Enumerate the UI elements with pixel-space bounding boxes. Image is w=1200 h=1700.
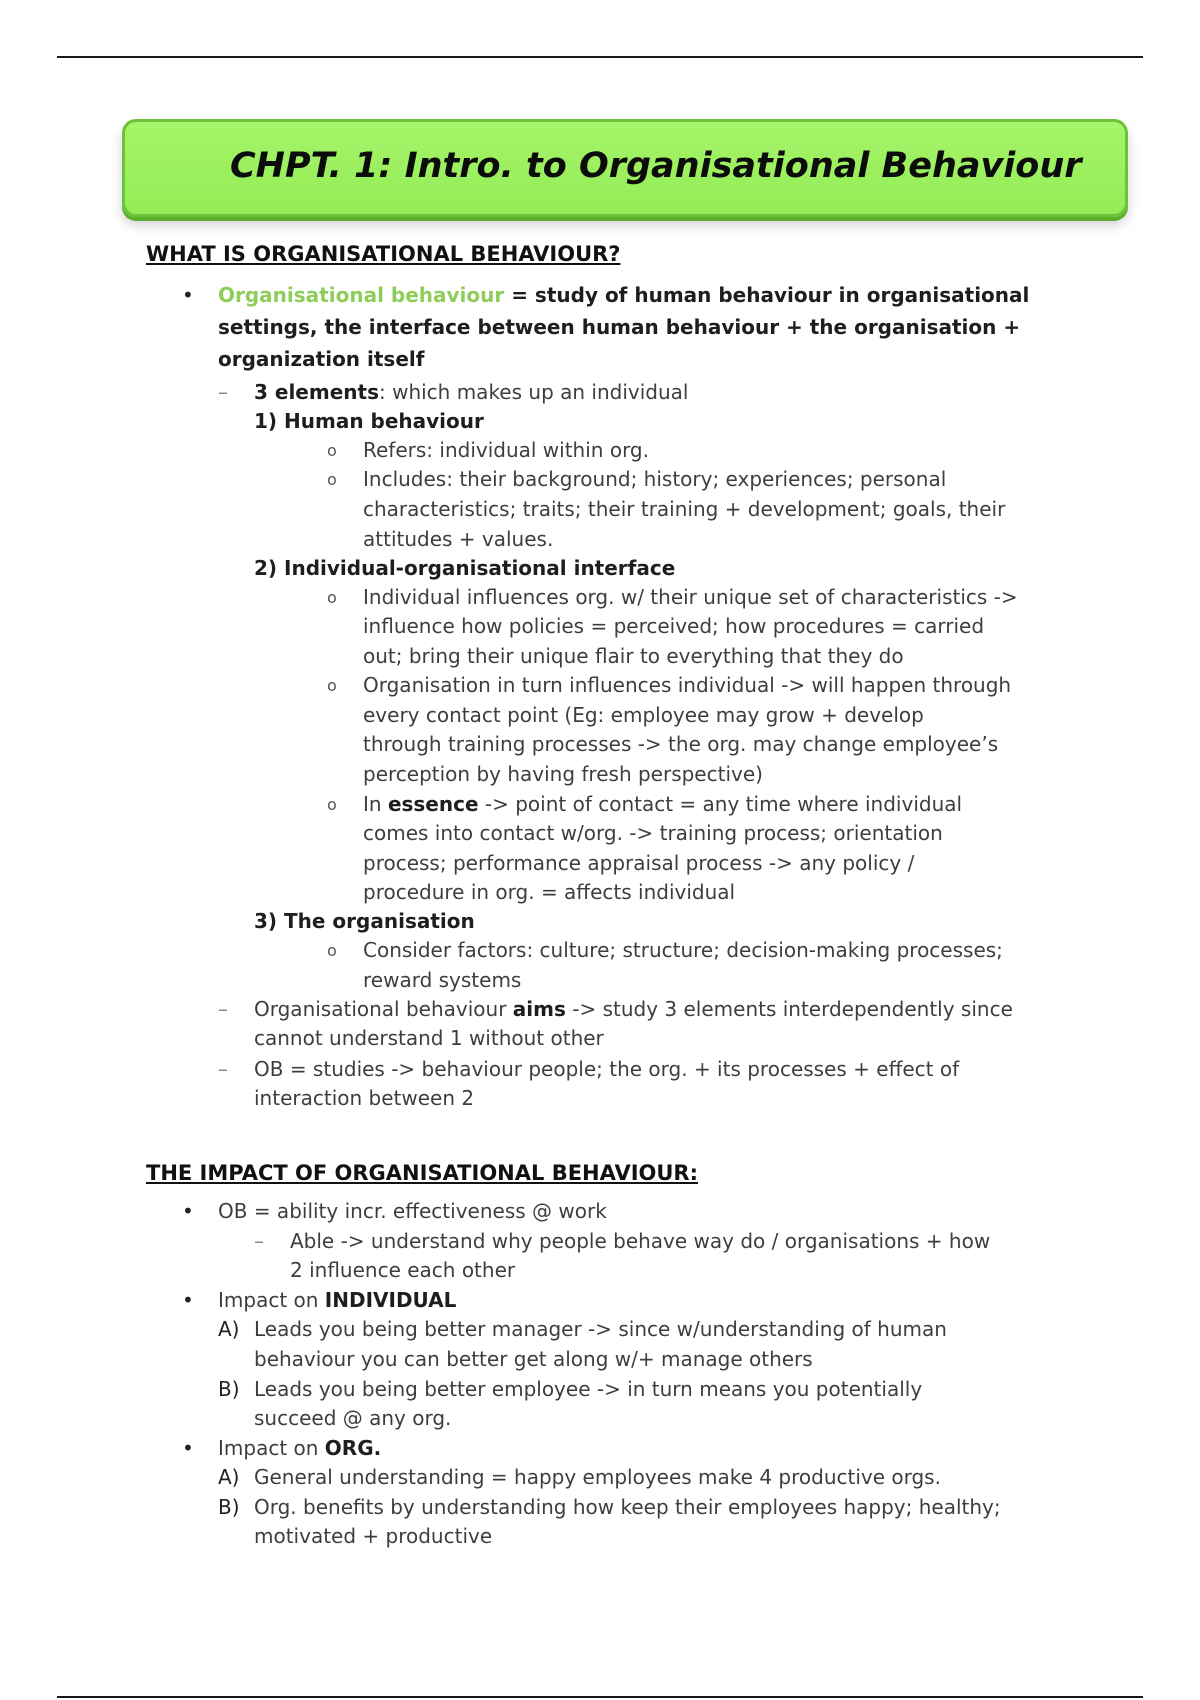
ob-studies-line: interaction between 2 bbox=[254, 1086, 475, 1110]
ob-definition-line-3: organization itself bbox=[218, 347, 425, 371]
el3-item: Consider factors: culture; structure; decision-making processes; bbox=[363, 938, 1003, 962]
dash-marker: – bbox=[254, 1229, 264, 1253]
el2-item: out; bring their unique flair to everything that they do bbox=[363, 644, 904, 668]
section-heading-impact: THE IMPACT OF ORGANISATIONAL BEHAVIOUR: bbox=[146, 1161, 698, 1185]
essence-line: In essence -> point of contact = any time where individual bbox=[363, 792, 963, 816]
dash-marker: – bbox=[218, 1057, 228, 1081]
list-marker-b: B) bbox=[218, 1377, 240, 1401]
top-rule bbox=[57, 56, 1143, 58]
el2-item: Organisation in turn influences individual -> will happen through bbox=[363, 673, 1012, 697]
page-title: CHPT. 1: Intro. to Organisational Behaviour bbox=[230, 146, 1082, 186]
understand-line: Able -> understand why people behave way do / organisations + how bbox=[290, 1229, 991, 1253]
bullet-marker: • bbox=[182, 1288, 194, 1312]
impact-individual-line: Impact on INDIVIDUAL bbox=[218, 1288, 457, 1312]
org-b-line: motivated + productive bbox=[254, 1524, 493, 1548]
list-marker-a: A) bbox=[218, 1465, 240, 1489]
el2-item: perception by having fresh perspective) bbox=[363, 762, 763, 786]
bullet-marker: • bbox=[182, 1199, 194, 1223]
bottom-rule bbox=[57, 1696, 1143, 1698]
el2-item: influence how policies = perceived; how procedures = carried bbox=[363, 614, 985, 638]
circle-marker: o bbox=[327, 441, 337, 460]
ob-effectiveness-line: OB = ability incr. effectiveness @ work bbox=[218, 1199, 607, 1223]
understand-line: 2 influence each other bbox=[290, 1258, 516, 1282]
ob-aims-line: cannot understand 1 without other bbox=[254, 1026, 604, 1050]
impact-org-line: Impact on ORG. bbox=[218, 1436, 382, 1460]
circle-marker: o bbox=[327, 941, 337, 960]
el2-item: through training processes -> the org. may change employee’s bbox=[363, 732, 999, 756]
element-3-heading: 3) The organisation bbox=[254, 909, 475, 933]
ob-definition-line-1: Organisational behaviour = study of human behaviour in organisational bbox=[218, 283, 1030, 307]
el2-item: Individual influences org. w/ their unique set of characteristics -> bbox=[363, 585, 1018, 609]
dash-marker: – bbox=[218, 997, 228, 1021]
el1-item: attitudes + values. bbox=[363, 527, 554, 551]
ob-term: Organisational behaviour bbox=[218, 283, 505, 307]
element-2-heading: 2) Individual-organisational interface bbox=[254, 556, 676, 580]
list-marker-a: A) bbox=[218, 1317, 240, 1341]
individual-b-line: Leads you being better employee -> in turn means you potentially bbox=[254, 1377, 923, 1401]
dash-marker: – bbox=[218, 380, 228, 404]
three-elements-line: 3 elements: which makes up an individual bbox=[254, 380, 689, 404]
el2-item: every contact point (Eg: employee may grow + develop bbox=[363, 703, 924, 727]
individual-a-line: Leads you being better manager -> since w/understanding of human bbox=[254, 1317, 947, 1341]
org-b-line: Org. benefits by understanding how keep their employees happy; healthy; bbox=[254, 1495, 1001, 1519]
org-a-line: General understanding = happy employees make 4 productive orgs. bbox=[254, 1465, 941, 1489]
individual-a-line: behaviour you can better get along w/+ manage others bbox=[254, 1347, 813, 1371]
bullet-marker: • bbox=[182, 283, 194, 307]
el3-item: reward systems bbox=[363, 968, 522, 992]
list-marker-b: B) bbox=[218, 1495, 240, 1519]
circle-marker: o bbox=[327, 795, 337, 814]
ob-definition-line-2: settings, the interface between human behaviour + the organisation + bbox=[218, 315, 1021, 339]
individual-b-line: succeed @ any org. bbox=[254, 1406, 452, 1430]
el1-item: characteristics; traits; their training + development; goals, their bbox=[363, 497, 1006, 521]
ob-studies-line: OB = studies -> behaviour people; the org. + its processes + effect of bbox=[254, 1057, 960, 1081]
essence-line: procedure in org. = affects individual bbox=[363, 880, 736, 904]
element-1-heading: 1) Human behaviour bbox=[254, 409, 484, 433]
circle-marker: o bbox=[327, 676, 337, 695]
circle-marker: o bbox=[327, 588, 337, 607]
bullet-marker: • bbox=[182, 1436, 194, 1460]
el1-item: Includes: their background; history; experiences; personal bbox=[363, 467, 947, 491]
ob-aims-line: Organisational behaviour aims -> study 3 elements interdependently since bbox=[254, 997, 1013, 1021]
el1-item: Refers: individual within org. bbox=[363, 438, 649, 462]
essence-line: comes into contact w/org. -> training process; orientation bbox=[363, 821, 943, 845]
section-heading-what-is-ob: WHAT IS ORGANISATIONAL BEHAVIOUR? bbox=[146, 242, 621, 266]
essence-line: process; performance appraisal process -> any policy / bbox=[363, 851, 915, 875]
circle-marker: o bbox=[327, 470, 337, 489]
